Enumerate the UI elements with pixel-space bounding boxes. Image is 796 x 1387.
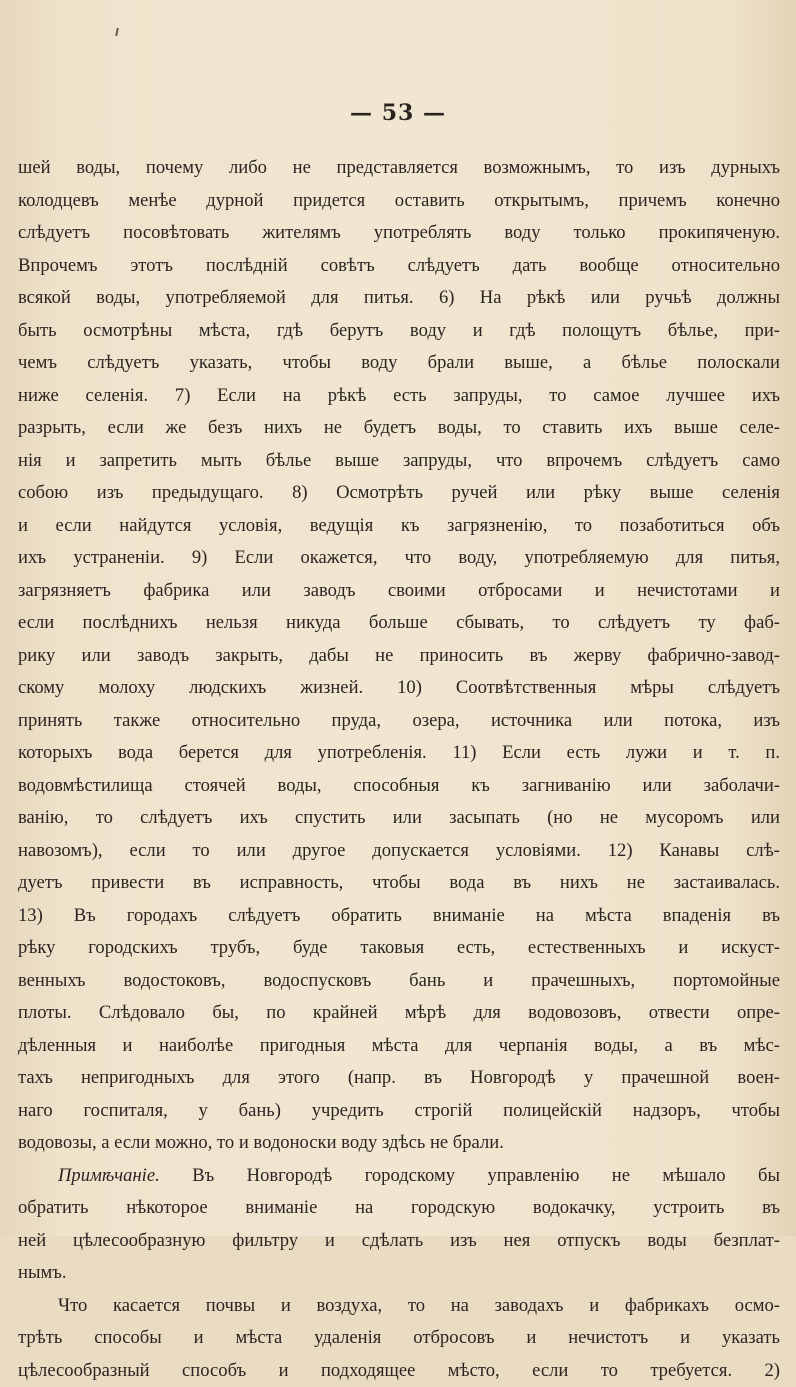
text-line: наго госпиталя, у бань) учредить строгій полицейскій надзоръ, чтобы: [18, 1095, 780, 1128]
text-line: быть осмотрѣны мѣста, гдѣ берутъ воду и гдѣ полощутъ бѣлье, при-: [18, 315, 780, 348]
text-line: рѣку городскихъ трубъ, буде таковыя есть, естественныхъ и искуст-: [18, 932, 780, 965]
text-line: скому молоху людскихъ жизней. 10) Соотвѣтственныя мѣры слѣдуетъ: [18, 672, 780, 705]
print-mark: [115, 28, 119, 36]
text-line: шей воды, почему либо не представляется возможнымъ, то изъ дурныхъ: [18, 152, 780, 185]
note-first-line: [18, 1160, 780, 1193]
final-paragraph-line: цѣлесообразный способъ и подходящее мѣсто, если то требуется. 2): [18, 1355, 780, 1387]
text-line: ихъ устраненіи. 9) Если окажется, что воду, употребляемую для питья,: [18, 542, 780, 575]
text-line: ниже селенія. 7) Если на рѣкѣ есть запруды, то самое лучшее ихъ: [18, 380, 780, 413]
text-line: принять также относительно пруда, озера, источника или потока, изъ: [18, 705, 780, 738]
note-label: Примѣчаніе.: [58, 1165, 160, 1186]
text-line: которыхъ вода берется для употребленія. 11) Если есть лужи и т. п.: [18, 737, 780, 770]
text-line: колодцевъ менѣе дурной придется оставить открытымъ, причемъ конечно: [18, 185, 780, 218]
text-line: водовмѣстилища стоячей воды, способныя къ загниванію или заболачи-: [18, 770, 780, 803]
page-number: — 53 —: [0, 100, 796, 126]
text-line: нія и запретить мыть бѣлье выше запруды, что впрочемъ слѣдуетъ само: [18, 445, 780, 478]
final-paragraph-line: Что касается почвы и воздуха, то на заводахъ и фабрикахъ осмо-: [18, 1290, 780, 1323]
text-line: водовозы, а если можно, то и водоноски воду здѣсь не брали.: [18, 1127, 780, 1160]
text-line: 13) Въ городахъ слѣдуетъ обратить вниманіе на мѣста впаденія въ: [18, 900, 780, 933]
text-line: дуетъ привести въ исправность, чтобы вода въ нихъ не застаивалась.: [18, 867, 780, 900]
note-first-line-text: Въ Новгородѣ городскому управленію не мѣшало бы: [192, 1165, 780, 1186]
text-line: ванію, то слѣдуетъ ихъ спустить или засыпать (но не мусоромъ или: [18, 802, 780, 835]
text-line: дѣленныя и наиболѣе пригодныя мѣста для черпанія воды, а въ мѣс-: [18, 1030, 780, 1063]
text-line: и если найдутся условія, ведущія къ загрязненію, то позаботиться объ: [18, 510, 780, 543]
text-line: рику или заводъ закрыть, дабы не приносить въ жерву фабрично-завод-: [18, 640, 780, 673]
text-line: тахъ непригодныхъ для этого (напр. въ Новгородѣ у прачешной воен-: [18, 1062, 780, 1095]
text-line: навозомъ), если то или другое допускается условіями. 12) Канавы слѣ-: [18, 835, 780, 868]
page-text: [18, 152, 780, 1387]
text-line: если послѣднихъ нельзя никуда больше сбывать, то слѣдуетъ ту фаб-: [18, 607, 780, 640]
text-line: чемъ слѣдуетъ указать, чтобы воду брали выше, а бѣлье полоскали: [18, 347, 780, 380]
text-line: Впрочемъ этотъ послѣдній совѣтъ слѣдуетъ дать вообще относительно: [18, 250, 780, 283]
text-line: загрязняетъ фабрика или заводъ своими отбросами и нечистотами и: [18, 575, 780, 608]
note-line: нымъ.: [18, 1257, 780, 1290]
text-line: собою изъ предыдущаго. 8) Осмотрѣть ручей или рѣку выше селенія: [18, 477, 780, 510]
final-paragraph-line: трѣть способы и мѣста удаленія отбросовъ и нечистотъ и указать: [18, 1322, 780, 1355]
text-line: разрыть, если же безъ нихъ не будетъ воды, то ставить ихъ выше селе-: [18, 412, 780, 445]
note-line: обратить нѣкоторое вниманіе на городскую водокачку, устроить въ: [18, 1192, 780, 1225]
text-line: всякой воды, употребляемой для питья. 6) На рѣкѣ или ручьѣ должны: [18, 282, 780, 315]
text-line: венныхъ водостоковъ, водоспусковъ бань и прачешныхъ, портомойные: [18, 965, 780, 998]
text-line: плоты. Слѣдовало бы, по крайней мѣрѣ для водовозовъ, отвести опре-: [18, 997, 780, 1030]
note-line: ней цѣлесообразную фильтру и сдѣлать изъ нея отпускъ воды безплат-: [18, 1225, 780, 1258]
text-line: слѣдуетъ посовѣтовать жителямъ употреблять воду только прокипяченую.: [18, 217, 780, 250]
